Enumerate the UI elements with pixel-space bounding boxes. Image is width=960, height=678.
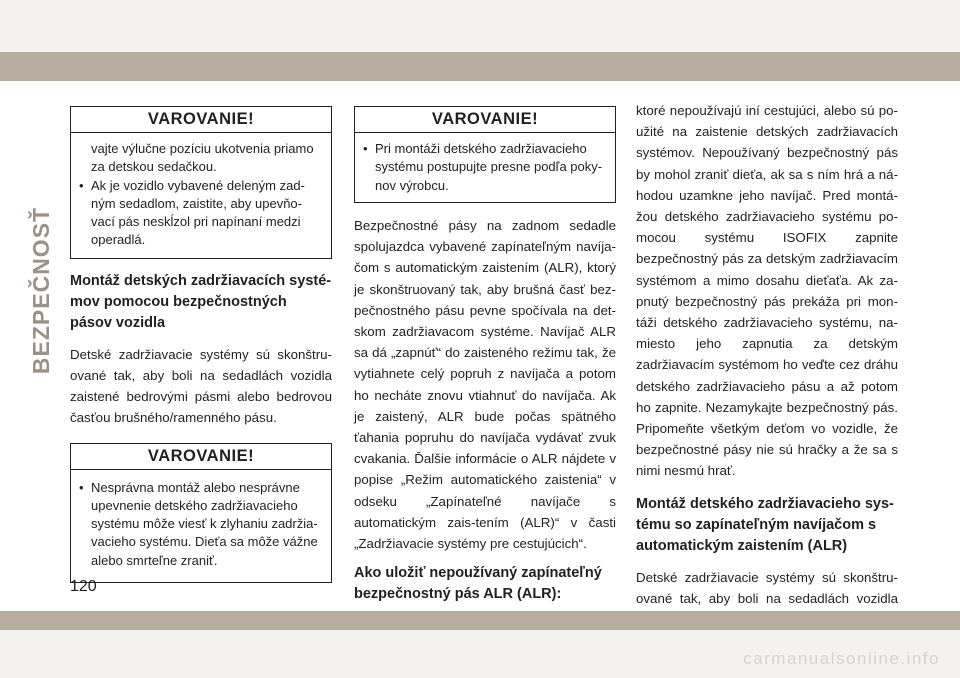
watermark-text: carmanualsonline.info: [743, 649, 940, 668]
warning-bullet: • Nesprávna montáž alebo nesprávne upevnenie detského zadržiavacieho systému môže viesť k zlyhaniu zadržia-vacieho systému. Dieťa sa môže vážne alebo smrteľne zraniť.: [79, 479, 323, 570]
warning-bullet: • Pri montáži detského zadržiavacieho systému postupujte presne podľa poky-nov výrobcu.: [363, 140, 607, 195]
warning-body: [71, 470, 331, 582]
warning-box-3: [354, 106, 616, 203]
column-2: [354, 106, 616, 675]
column-1: [70, 106, 332, 583]
page-number: 120: [70, 578, 97, 595]
paragraph: Bezpečnostné pásy na zadnom sedadle spolujazdca vybavené zapínateľným navíja-čom s automatickým zaistením (ALR), ktorý je skonštruovaný tak, aby brušná časť bez-pečnostného pásu pevne spočívala na det-skom zadržiavacom systéme. Navíjač ALR sa dá „zapnúť“ do zaisteného režimu tak, že vytiahnete celý popruh z navíjača a potom ho necháte znovu vtiahnuť do navíjača. Ak je zaistený, ALR bude počas spätného ťahania popruhu do navíjača vydávať zvuk cvakania. Ďalšie informácie o ALR nájdete v popise „Režim automatického zaistenia“ v odseku „Zapínateľné navíjače s automatickým zais-tením (ALR)“ v časti „Zadržiavacie systémy pre cestujúcich“.: [354, 217, 616, 551]
warning-title: VAROVANIE!: [355, 107, 615, 133]
paragraph: Detské zadržiavacie systémy sú skonštru-ované tak, aby boli na sedadlách vozidla: [636, 569, 898, 606]
warning-title: VAROVANIE!: [71, 107, 331, 133]
section-heading: Montáž detského zadržiavacieho sys-tému so zapínateľným navíjačom s automatickým zaistením (ALR): [636, 495, 894, 554]
section-heading: Ako uložiť nepoužívaný zapínateľný bezpečnostný pás ALR (ALR):: [354, 565, 602, 603]
warning-title: VAROVANIE!: [71, 444, 331, 470]
warning-box-2: [70, 443, 332, 583]
section-side-title: [22, 206, 62, 374]
paragraph: ktoré nepoužívajú iní cestujúci, alebo sú po-užité na zaistenie detských zadržiavacích systémov. Nepoužívaný bezpečnostný pás by mohol zraniť dieťa, ak sa s ním hrá a ná-hodou uzamkne jeho navíjač. Pred montá-žou detského zadržiavacieho systému po-mocou systému ISOFIX zapnite bezpečnostný pás za detským zadržiavacím systémom a mimo dosahu dieťaťa. Ak za-pnutý bezpečnostný pás prekáža pri mon-táži detského zadržiavacieho systému, na-miesto jeho zapnutia za detským zadržiavacím systémom ho veďte cez dráhu detského zadržiavacieho pásu a až potom ho zapnite. Nezamykajte bezpečnostný pás. Pripomeňte všetkým deťom vo vozidle, že bezpečnostné pásy nie sú hračky a že sa s nimi nesmú hrať.: [636, 103, 898, 479]
warning-bullet: • Ak je vozidlo vybavené deleným zad-ným sedadlom, zaistite, aby upevňo-vací pás neskĺzol pri napínaní medzi operadlá.: [79, 177, 323, 250]
section-side-title-text: BEZPEČNOSŤ: [28, 206, 55, 374]
column-3: [636, 100, 898, 651]
header-bar: [0, 52, 960, 81]
warning-body: [71, 133, 331, 258]
footer-bar: [0, 611, 960, 630]
warning-continued-text: vajte výlučne pozíciu ukotvenia priamo za detskou sedačkou.: [91, 141, 314, 175]
section-heading: Montáž detských zadržiavacích systé-mov pomocou bezpečnostných pásov vozidla: [70, 272, 332, 331]
top-margin: [0, 0, 960, 52]
warning-body: [355, 133, 615, 202]
warning-box-1: [70, 106, 332, 259]
paragraph: Detské zadržiavacie systémy sú skonštru-ované tak, aby boli na sedadlách vozidla zaistené bedrovými pásmi alebo bedrovou časťou brušného/ramenného pásu.: [70, 346, 332, 426]
